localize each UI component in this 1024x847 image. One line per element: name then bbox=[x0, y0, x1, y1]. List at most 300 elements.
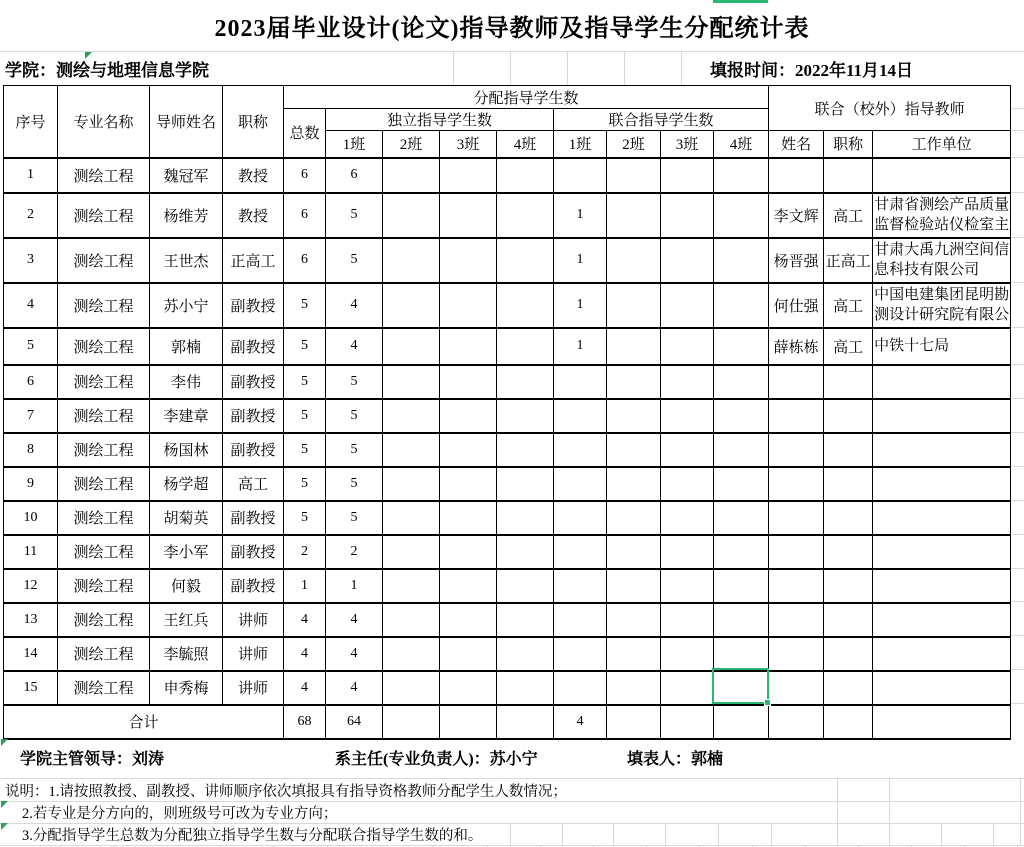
note-line-3[interactable]: 3.分配指导学生总数为分配独立指导学生数与分配联合指导学生数的和。 bbox=[22, 827, 483, 844]
cell-r14-j4[interactable] bbox=[714, 637, 769, 671]
summary-j4-cell[interactable] bbox=[714, 705, 769, 739]
cell-r4-ext_org[interactable]: 中国电建集团昆明勘测设计研究院有限公 bbox=[873, 283, 1011, 328]
cell-r10-j3[interactable] bbox=[661, 501, 714, 535]
cell-r8-j2[interactable] bbox=[607, 433, 661, 467]
cell-r6-j3[interactable] bbox=[661, 365, 714, 399]
cell-r2-advisor[interactable]: 杨维芳 bbox=[150, 193, 223, 238]
cell-r14-advisor[interactable]: 李毓照 bbox=[150, 637, 223, 671]
cell-r11-j1[interactable] bbox=[554, 535, 607, 569]
summary-ext-org-cell[interactable] bbox=[873, 705, 1011, 739]
cell-r15-j3[interactable] bbox=[661, 671, 714, 705]
cell-r1-j1[interactable] bbox=[554, 158, 607, 193]
cell-r10-advisor[interactable]: 胡菊英 bbox=[150, 501, 223, 535]
cell-r15-ext_title[interactable] bbox=[824, 671, 873, 705]
summary-ext-title-cell[interactable] bbox=[824, 705, 873, 739]
cell-r11-i3[interactable] bbox=[440, 535, 497, 569]
cell-r2-total[interactable]: 6 bbox=[284, 193, 326, 238]
cell-r3-i3[interactable] bbox=[440, 238, 497, 283]
cell-r1-j2[interactable] bbox=[607, 158, 661, 193]
cell-r6-advisor[interactable]: 李伟 bbox=[150, 365, 223, 399]
cell-r5-major[interactable]: 测绘工程 bbox=[58, 328, 150, 365]
cell-r6-title[interactable]: 副教授 bbox=[223, 365, 284, 399]
cell-r14-total[interactable]: 4 bbox=[284, 637, 326, 671]
table-row bbox=[4, 433, 1011, 467]
cell-r12-j4[interactable] bbox=[714, 569, 769, 603]
cell-r7-ext_name[interactable] bbox=[769, 399, 824, 433]
cell-r5-j1[interactable]: 1 bbox=[554, 328, 607, 365]
summary-j3-cell[interactable] bbox=[661, 705, 714, 739]
cell-r12-ext_title[interactable] bbox=[824, 569, 873, 603]
cell-r14-no[interactable]: 14 bbox=[4, 637, 58, 671]
cell-r11-ext_title[interactable] bbox=[824, 535, 873, 569]
cell-r12-ext_name[interactable] bbox=[769, 569, 824, 603]
cell-r12-ext_org[interactable] bbox=[873, 569, 1011, 603]
cell-r11-j3[interactable] bbox=[661, 535, 714, 569]
cell-r10-title[interactable]: 副教授 bbox=[223, 501, 284, 535]
header-ext-name[interactable]: 姓名 bbox=[769, 131, 824, 158]
cell-r1-i4[interactable] bbox=[497, 158, 554, 193]
cell-r7-i2[interactable] bbox=[383, 399, 440, 433]
cell-r7-ext_org[interactable] bbox=[873, 399, 1011, 433]
cell-r8-j3[interactable] bbox=[661, 433, 714, 467]
cell-r15-ext_org[interactable] bbox=[873, 671, 1011, 705]
cell-r12-i2[interactable] bbox=[383, 569, 440, 603]
cell-r11-advisor[interactable]: 李小军 bbox=[150, 535, 223, 569]
cell-r9-ext_title[interactable] bbox=[824, 467, 873, 501]
cell-r12-no[interactable]: 12 bbox=[4, 569, 58, 603]
cell-r5-total[interactable]: 5 bbox=[284, 328, 326, 365]
cell-r6-ext_org[interactable] bbox=[873, 365, 1011, 399]
cell-r9-i1[interactable]: 5 bbox=[326, 467, 383, 501]
cell-r1-total[interactable]: 6 bbox=[284, 158, 326, 193]
header-j-class1[interactable]: 1班 bbox=[554, 131, 607, 158]
header-j-class4[interactable]: 4班 bbox=[714, 131, 769, 158]
cell-r5-i1[interactable]: 4 bbox=[326, 328, 383, 365]
cell-r14-j1[interactable] bbox=[554, 637, 607, 671]
gridline bbox=[889, 779, 890, 823]
cell-r11-ext_org[interactable] bbox=[873, 535, 1011, 569]
cell-r13-i3[interactable] bbox=[440, 603, 497, 637]
cell-r13-ext_title[interactable] bbox=[824, 603, 873, 637]
cell-r10-i3[interactable] bbox=[440, 501, 497, 535]
gridline bbox=[718, 824, 719, 845]
cell-r8-j4[interactable] bbox=[714, 433, 769, 467]
cell-r1-advisor[interactable]: 魏冠军 bbox=[150, 158, 223, 193]
cell-r7-i1[interactable]: 5 bbox=[326, 399, 383, 433]
cell-r4-total[interactable]: 5 bbox=[284, 283, 326, 328]
table-row bbox=[4, 158, 1011, 193]
cell-r3-advisor[interactable]: 王世杰 bbox=[150, 238, 223, 283]
cell-r6-i2[interactable] bbox=[383, 365, 440, 399]
cell-r7-j1[interactable] bbox=[554, 399, 607, 433]
cell-r6-i3[interactable] bbox=[440, 365, 497, 399]
fill-handle[interactable] bbox=[764, 699, 771, 706]
cell-r1-i2[interactable] bbox=[383, 158, 440, 193]
cell-r1-ext_org[interactable] bbox=[873, 158, 1011, 193]
selected-cell[interactable] bbox=[712, 668, 769, 704]
cell-r3-title[interactable]: 正高工 bbox=[223, 238, 284, 283]
header-ext-title[interactable]: 职称 bbox=[824, 131, 873, 158]
cell-r7-j2[interactable] bbox=[607, 399, 661, 433]
cell-r4-j4[interactable] bbox=[714, 283, 769, 328]
cell-r6-major[interactable]: 测绘工程 bbox=[58, 365, 150, 399]
cell-r10-j2[interactable] bbox=[607, 501, 661, 535]
cell-r7-major[interactable]: 测绘工程 bbox=[58, 399, 150, 433]
cell-r6-j1[interactable] bbox=[554, 365, 607, 399]
cell-r6-i1[interactable]: 5 bbox=[326, 365, 383, 399]
cell-r9-ext_name[interactable] bbox=[769, 467, 824, 501]
header-joint-group[interactable]: 联合指导学生数 bbox=[554, 109, 769, 131]
cell-r3-major[interactable]: 测绘工程 bbox=[58, 238, 150, 283]
cell-r3-ext_org[interactable]: 甘肃大禹九洲空间信息科技有限公司 bbox=[873, 238, 1011, 283]
cell-r1-ext_name[interactable] bbox=[769, 158, 824, 193]
cell-r10-major[interactable]: 测绘工程 bbox=[58, 501, 150, 535]
cell-r14-j2[interactable] bbox=[607, 637, 661, 671]
note-line-2[interactable]: 2.若专业是分方向的，则班级号可改为专业方向； bbox=[22, 805, 338, 822]
cell-r15-total[interactable]: 4 bbox=[284, 671, 326, 705]
cell-r13-i4[interactable] bbox=[497, 603, 554, 637]
cell-r14-ext_title[interactable] bbox=[824, 637, 873, 671]
cell-r6-ext_title[interactable] bbox=[824, 365, 873, 399]
header-no[interactable]: 序号 bbox=[4, 86, 58, 158]
gridline bbox=[613, 824, 614, 845]
cell-r10-j1[interactable] bbox=[554, 501, 607, 535]
summary-j2-cell[interactable] bbox=[607, 705, 661, 739]
cell-r4-title[interactable]: 副教授 bbox=[223, 283, 284, 328]
cell-r15-ext_name[interactable] bbox=[769, 671, 824, 705]
cell-r3-no[interactable]: 3 bbox=[4, 238, 58, 283]
cell-r2-i1[interactable]: 5 bbox=[326, 193, 383, 238]
cell-r14-ext_org[interactable] bbox=[873, 637, 1011, 671]
cell-r14-i2[interactable] bbox=[383, 637, 440, 671]
cell-r9-ext_org[interactable] bbox=[873, 467, 1011, 501]
cell-r14-ext_name[interactable] bbox=[769, 637, 824, 671]
cell-r13-ext_org[interactable] bbox=[873, 603, 1011, 637]
header-title[interactable]: 职称 bbox=[223, 86, 284, 158]
cell-r5-i2[interactable] bbox=[383, 328, 440, 365]
cell-r1-no[interactable]: 1 bbox=[4, 158, 58, 193]
cell-r10-i2[interactable] bbox=[383, 501, 440, 535]
cell-r10-total[interactable]: 5 bbox=[284, 501, 326, 535]
cell-r8-total[interactable]: 5 bbox=[284, 433, 326, 467]
cell-r14-i1[interactable]: 4 bbox=[326, 637, 383, 671]
cell-r5-advisor[interactable]: 郭楠 bbox=[150, 328, 223, 365]
cell-r14-i3[interactable] bbox=[440, 637, 497, 671]
cell-r4-i1[interactable]: 4 bbox=[326, 283, 383, 328]
cell-r9-j4[interactable] bbox=[714, 467, 769, 501]
cell-r12-i4[interactable] bbox=[497, 569, 554, 603]
cell-r10-ext_name[interactable] bbox=[769, 501, 824, 535]
cell-r12-i1[interactable]: 1 bbox=[326, 569, 383, 603]
cell-r15-no[interactable]: 15 bbox=[4, 671, 58, 705]
header-alloc-group[interactable]: 分配指导学生数 bbox=[284, 86, 769, 109]
cell-r7-j4[interactable] bbox=[714, 399, 769, 433]
cell-r4-no[interactable]: 4 bbox=[4, 283, 58, 328]
cell-r11-i1[interactable]: 2 bbox=[326, 535, 383, 569]
cell-r11-no[interactable]: 11 bbox=[4, 535, 58, 569]
cell-r11-i4[interactable] bbox=[497, 535, 554, 569]
cell-r11-j2[interactable] bbox=[607, 535, 661, 569]
cell-r2-j1[interactable]: 1 bbox=[554, 193, 607, 238]
cell-r10-ext_title[interactable] bbox=[824, 501, 873, 535]
cell-r5-no[interactable]: 5 bbox=[4, 328, 58, 365]
cell-r6-no[interactable]: 6 bbox=[4, 365, 58, 399]
cell-r12-total[interactable]: 1 bbox=[284, 569, 326, 603]
cell-r3-total[interactable]: 6 bbox=[284, 238, 326, 283]
summary-i4-cell[interactable] bbox=[497, 705, 554, 739]
cell-r1-i3[interactable] bbox=[440, 158, 497, 193]
cell-r13-ext_name[interactable] bbox=[769, 603, 824, 637]
cell-r15-i3[interactable] bbox=[440, 671, 497, 705]
cell-r15-i2[interactable] bbox=[383, 671, 440, 705]
gridline bbox=[1011, 466, 1024, 467]
header-advisor[interactable]: 导师姓名 bbox=[150, 86, 223, 158]
cell-r2-ext_name[interactable]: 李文辉 bbox=[769, 193, 824, 238]
header-i-class4[interactable]: 4班 bbox=[497, 131, 554, 158]
cell-r4-j1[interactable]: 1 bbox=[554, 283, 607, 328]
cell-r7-title[interactable]: 副教授 bbox=[223, 399, 284, 433]
director-signature[interactable]: 系主任(专业负责人)：苏小宁 bbox=[335, 751, 538, 768]
gridline bbox=[0, 845, 1024, 846]
fill-date-cell[interactable] bbox=[710, 51, 913, 85]
cell-r8-ext_name[interactable] bbox=[769, 433, 824, 467]
note-line-1[interactable]: 说明：1.请按照教授、副教授、讲师顺序依次填报具有指导资格教师分配学生人数情况； bbox=[5, 783, 567, 800]
cell-r9-total[interactable]: 5 bbox=[284, 467, 326, 501]
cell-r4-i4[interactable] bbox=[497, 283, 554, 328]
cell-r1-j3[interactable] bbox=[661, 158, 714, 193]
header-major[interactable]: 专业名称 bbox=[58, 86, 150, 158]
cell-r12-i3[interactable] bbox=[440, 569, 497, 603]
cell-r7-total[interactable]: 5 bbox=[284, 399, 326, 433]
cell-r5-ext_org[interactable]: 中铁十七局 bbox=[873, 328, 1011, 365]
cell-r5-ext_name[interactable]: 薛栋栋 bbox=[769, 328, 824, 365]
cell-r2-j3[interactable] bbox=[661, 193, 714, 238]
cell-r2-major[interactable]: 测绘工程 bbox=[58, 193, 150, 238]
leader-signature[interactable]: 学院主管领导：刘涛 bbox=[20, 751, 165, 768]
cell-r15-advisor[interactable]: 申秀梅 bbox=[150, 671, 223, 705]
cell-r1-ext_title[interactable] bbox=[824, 158, 873, 193]
cell-r3-ext_name[interactable]: 杨晋强 bbox=[769, 238, 824, 283]
cell-r13-title[interactable]: 讲师 bbox=[223, 603, 284, 637]
cell-r13-advisor[interactable]: 王红兵 bbox=[150, 603, 223, 637]
cell-r3-i4[interactable] bbox=[497, 238, 554, 283]
summary-total-cell[interactable]: 68 bbox=[284, 705, 326, 739]
summary-i1-cell[interactable]: 64 bbox=[326, 705, 383, 739]
cell-r13-j3[interactable] bbox=[661, 603, 714, 637]
header-total[interactable]: 总数 bbox=[284, 109, 326, 158]
gridline bbox=[1011, 669, 1024, 670]
cell-r12-j3[interactable] bbox=[661, 569, 714, 603]
cell-r9-i2[interactable] bbox=[383, 467, 440, 501]
cell-r12-j1[interactable] bbox=[554, 569, 607, 603]
cell-r8-ext_org[interactable] bbox=[873, 433, 1011, 467]
cell-r2-j2[interactable] bbox=[607, 193, 661, 238]
cell-r12-j2[interactable] bbox=[607, 569, 661, 603]
cell-r9-major[interactable]: 测绘工程 bbox=[58, 467, 150, 501]
gridline bbox=[1011, 635, 1024, 636]
cell-r4-i2[interactable] bbox=[383, 283, 440, 328]
cell-r10-ext_org[interactable] bbox=[873, 501, 1011, 535]
cell-r10-no[interactable]: 10 bbox=[4, 501, 58, 535]
summary-i3-cell[interactable] bbox=[440, 705, 497, 739]
header-j-class3[interactable]: 3班 bbox=[661, 131, 714, 158]
cell-r2-ext_org[interactable]: 甘肃省测绘产品质量监督检验站仪检室主 bbox=[873, 193, 1011, 238]
header-independent-group[interactable]: 独立指导学生数 bbox=[326, 109, 554, 131]
cell-r15-i4[interactable] bbox=[497, 671, 554, 705]
cell-r3-j1[interactable]: 1 bbox=[554, 238, 607, 283]
cell-r15-i1[interactable]: 4 bbox=[326, 671, 383, 705]
cell-r8-major[interactable]: 测绘工程 bbox=[58, 433, 150, 467]
cell-r4-ext_title[interactable]: 高工 bbox=[824, 283, 873, 328]
cell-r7-ext_title[interactable] bbox=[824, 399, 873, 433]
cell-r3-i2[interactable] bbox=[383, 238, 440, 283]
cell-r5-j3[interactable] bbox=[661, 328, 714, 365]
cell-r6-i4[interactable] bbox=[497, 365, 554, 399]
cell-r13-i1[interactable]: 4 bbox=[326, 603, 383, 637]
college-label: 学院： bbox=[5, 60, 56, 80]
gridline bbox=[1011, 364, 1024, 365]
cell-r13-i2[interactable] bbox=[383, 603, 440, 637]
cell-r11-major[interactable]: 测绘工程 bbox=[58, 535, 150, 569]
gridline bbox=[681, 52, 682, 85]
gridline bbox=[665, 824, 666, 845]
cell-r5-ext_title[interactable]: 高工 bbox=[824, 328, 873, 365]
cell-r9-i3[interactable] bbox=[440, 467, 497, 501]
cell-r1-i1[interactable]: 6 bbox=[326, 158, 383, 193]
cell-r4-i3[interactable] bbox=[440, 283, 497, 328]
cell-r13-total[interactable]: 4 bbox=[284, 603, 326, 637]
cell-r3-j2[interactable] bbox=[607, 238, 661, 283]
cell-r11-j4[interactable] bbox=[714, 535, 769, 569]
cell-r14-i4[interactable] bbox=[497, 637, 554, 671]
cell-r13-j1[interactable] bbox=[554, 603, 607, 637]
cell-r13-j2[interactable] bbox=[607, 603, 661, 637]
cell-r13-major[interactable]: 测绘工程 bbox=[58, 603, 150, 637]
cell-r9-advisor[interactable]: 杨学超 bbox=[150, 467, 223, 501]
header-ext-org[interactable]: 工作单位 bbox=[873, 131, 1011, 158]
cell-r6-ext_name[interactable] bbox=[769, 365, 824, 399]
cell-r15-title[interactable]: 讲师 bbox=[223, 671, 284, 705]
cell-r12-title[interactable]: 副教授 bbox=[223, 569, 284, 603]
cell-r7-no[interactable]: 7 bbox=[4, 399, 58, 433]
cell-r14-major[interactable]: 测绘工程 bbox=[58, 637, 150, 671]
info-row bbox=[0, 51, 1024, 85]
cell-r8-advisor[interactable]: 杨国林 bbox=[150, 433, 223, 467]
cell-r5-i3[interactable] bbox=[440, 328, 497, 365]
cell-r8-title[interactable]: 副教授 bbox=[223, 433, 284, 467]
cell-r7-i3[interactable] bbox=[440, 399, 497, 433]
cell-r3-j3[interactable] bbox=[661, 238, 714, 283]
cell-r8-i3[interactable] bbox=[440, 433, 497, 467]
cell-r7-advisor[interactable]: 李建章 bbox=[150, 399, 223, 433]
cell-r1-major[interactable]: 测绘工程 bbox=[58, 158, 150, 193]
cell-r10-i4[interactable] bbox=[497, 501, 554, 535]
cell-r4-j3[interactable] bbox=[661, 283, 714, 328]
cell-r12-advisor[interactable]: 何毅 bbox=[150, 569, 223, 603]
cell-r9-no[interactable]: 9 bbox=[4, 467, 58, 501]
cell-r9-j1[interactable] bbox=[554, 467, 607, 501]
cell-r13-j4[interactable] bbox=[714, 603, 769, 637]
cell-r5-j2[interactable] bbox=[607, 328, 661, 365]
cell-r2-no[interactable]: 2 bbox=[4, 193, 58, 238]
cell-r9-i4[interactable] bbox=[497, 467, 554, 501]
summary-j1-cell[interactable]: 4 bbox=[554, 705, 607, 739]
cell-r9-title[interactable]: 高工 bbox=[223, 467, 284, 501]
cell-r10-i1[interactable]: 5 bbox=[326, 501, 383, 535]
cell-r14-title[interactable]: 讲师 bbox=[223, 637, 284, 671]
preparer-signature[interactable]: 填表人：郭楠 bbox=[627, 751, 724, 768]
college-cell[interactable] bbox=[5, 51, 209, 85]
cell-r6-j4[interactable] bbox=[714, 365, 769, 399]
cell-r15-major[interactable]: 测绘工程 bbox=[58, 671, 150, 705]
cell-r11-i2[interactable] bbox=[383, 535, 440, 569]
header-i-class1[interactable]: 1班 bbox=[326, 131, 383, 158]
header-j-class2[interactable]: 2班 bbox=[607, 131, 661, 158]
cell-r6-j2[interactable] bbox=[607, 365, 661, 399]
cell-r3-j4[interactable] bbox=[714, 238, 769, 283]
cell-r2-title[interactable]: 教授 bbox=[223, 193, 284, 238]
cell-r11-title[interactable]: 副教授 bbox=[223, 535, 284, 569]
header-external-group[interactable]: 联合（校外）指导教师 bbox=[769, 86, 1011, 131]
cell-r5-j4[interactable] bbox=[714, 328, 769, 365]
cell-r7-i4[interactable] bbox=[497, 399, 554, 433]
header-row-1 bbox=[4, 86, 1011, 109]
cell-r11-total[interactable]: 2 bbox=[284, 535, 326, 569]
cell-r8-ext_title[interactable] bbox=[824, 433, 873, 467]
cell-r4-advisor[interactable]: 苏小宁 bbox=[150, 283, 223, 328]
summary-label-cell[interactable]: 合计 bbox=[4, 705, 284, 739]
cell-r15-j1[interactable] bbox=[554, 671, 607, 705]
summary-ext-name-cell[interactable] bbox=[769, 705, 824, 739]
cell-r13-no[interactable]: 13 bbox=[4, 603, 58, 637]
comment-marker-icon bbox=[1, 739, 8, 746]
cell-r5-i4[interactable] bbox=[497, 328, 554, 365]
cell-r2-j4[interactable] bbox=[714, 193, 769, 238]
cell-r1-title[interactable]: 教授 bbox=[223, 158, 284, 193]
cell-r2-i4[interactable] bbox=[497, 193, 554, 238]
header-i-class2[interactable]: 2班 bbox=[383, 131, 440, 158]
summary-i2-cell[interactable] bbox=[383, 705, 440, 739]
cell-r2-ext_title[interactable]: 高工 bbox=[824, 193, 873, 238]
cell-r8-j1[interactable] bbox=[554, 433, 607, 467]
cell-r4-j2[interactable] bbox=[607, 283, 661, 328]
cell-r8-i4[interactable] bbox=[497, 433, 554, 467]
cell-r5-title[interactable]: 副教授 bbox=[223, 328, 284, 365]
cell-r8-no[interactable]: 8 bbox=[4, 433, 58, 467]
cell-r8-i1[interactable]: 5 bbox=[326, 433, 383, 467]
cell-r2-i3[interactable] bbox=[440, 193, 497, 238]
cell-r1-j4[interactable] bbox=[714, 158, 769, 193]
cell-r9-j2[interactable] bbox=[607, 467, 661, 501]
cell-r4-ext_name[interactable]: 何仕强 bbox=[769, 283, 824, 328]
cell-r11-ext_name[interactable] bbox=[769, 535, 824, 569]
cell-r3-i1[interactable]: 5 bbox=[326, 238, 383, 283]
cell-r12-major[interactable]: 测绘工程 bbox=[58, 569, 150, 603]
cell-r7-j3[interactable] bbox=[661, 399, 714, 433]
cell-r15-j2[interactable] bbox=[607, 671, 661, 705]
cell-r2-i2[interactable] bbox=[383, 193, 440, 238]
cell-r6-total[interactable]: 5 bbox=[284, 365, 326, 399]
cell-r8-i2[interactable] bbox=[383, 433, 440, 467]
cell-r14-j3[interactable] bbox=[661, 637, 714, 671]
cell-r9-j3[interactable] bbox=[661, 467, 714, 501]
gridline bbox=[1011, 237, 1024, 238]
cell-r3-ext_title[interactable]: 正高工 bbox=[824, 238, 873, 283]
cell-r4-major[interactable]: 测绘工程 bbox=[58, 283, 150, 328]
comment-marker-icon bbox=[1, 801, 8, 808]
header-i-class3[interactable]: 3班 bbox=[440, 131, 497, 158]
cell-r10-j4[interactable] bbox=[714, 501, 769, 535]
